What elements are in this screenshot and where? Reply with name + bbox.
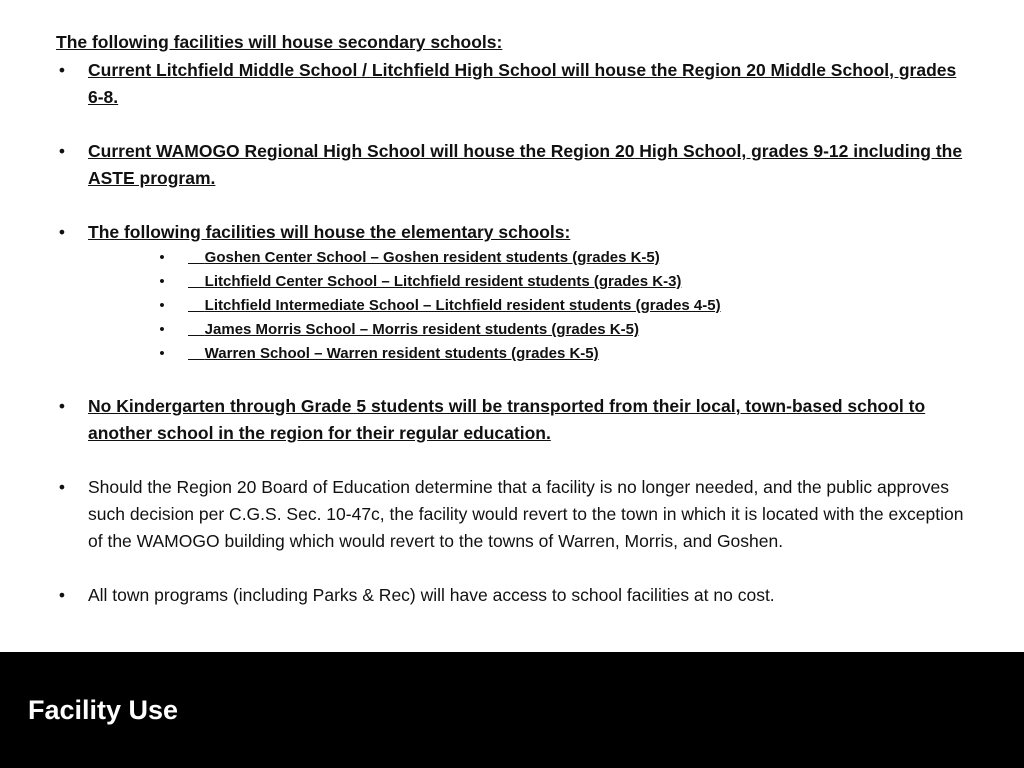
footer-bar bbox=[0, 652, 1024, 768]
bullet-high-school bbox=[56, 138, 976, 192]
bullet-facility-revert bbox=[56, 474, 976, 555]
bullet-icon: • bbox=[159, 345, 165, 362]
bullet-icon: • bbox=[159, 321, 165, 338]
school-litchfield-intermediate: Litchfield Intermediate School – Litchfield resident students (grades 4-5) bbox=[204, 297, 721, 314]
school-warren: Warren School – Warren resident students (grades K-5) bbox=[204, 345, 599, 362]
bullet-text: No Kindergarten through Grade 5 students will be transported from their local, town-based school to another school in the region for their regular education. bbox=[88, 396, 926, 443]
school-litchfield-center: Litchfield Center School – Litchfield resident students (grades K-3) bbox=[204, 273, 682, 290]
bullet-elementary-heading bbox=[56, 219, 976, 246]
elementary-school-list bbox=[56, 246, 976, 366]
bullet-icon: • bbox=[159, 249, 165, 266]
school-goshen-center: Goshen Center School – Goshen resident students (grades K-5) bbox=[204, 249, 660, 266]
bullet-middle-school bbox=[56, 57, 976, 111]
list-item bbox=[56, 270, 976, 294]
bullet-text: All town programs (including Parks & Rec) will have access to school facilities at no cost. bbox=[88, 585, 775, 605]
bullet-icon: • bbox=[58, 141, 66, 161]
bullet-text: Should the Region 20 Board of Education determine that a facility is no longer needed, and the public approves such decision per C.G.S. Sec. 10-47c, the facility would revert to the town in which it is located with the exception of the WAMOGO building which would revert to the towns of Warren, Morris, and Goshen. bbox=[88, 477, 964, 551]
bullet-text: The following facilities will house the elementary schools: bbox=[88, 222, 571, 242]
bullet-town-programs bbox=[56, 582, 976, 609]
slide-content bbox=[56, 30, 976, 609]
bullet-text: Current WAMOGO Regional High School will house the Region 20 High School, grades 9-12 including the ASTE program. bbox=[88, 141, 963, 188]
list-item bbox=[56, 342, 976, 366]
bullet-icon: • bbox=[58, 477, 66, 497]
bullet-icon: • bbox=[58, 60, 66, 80]
bullet-icon: • bbox=[58, 585, 66, 605]
slide-title: Facility Use bbox=[28, 695, 179, 725]
bullet-icon: • bbox=[58, 222, 66, 242]
bullet-icon: • bbox=[159, 297, 165, 314]
bullet-no-transport bbox=[56, 393, 976, 447]
list-item bbox=[56, 294, 976, 318]
bullet-icon: • bbox=[58, 396, 66, 416]
school-james-morris: James Morris School – Morris resident students (grades K-5) bbox=[204, 321, 639, 338]
list-item bbox=[56, 318, 976, 342]
intro-heading: The following facilities will house secondary schools: bbox=[56, 32, 503, 52]
bullet-text: Current Litchfield Middle School / Litchfield High School will house the Region 20 Middle School, grades 6-8. bbox=[88, 60, 957, 107]
list-item bbox=[56, 246, 976, 270]
bullet-icon: • bbox=[159, 273, 165, 290]
